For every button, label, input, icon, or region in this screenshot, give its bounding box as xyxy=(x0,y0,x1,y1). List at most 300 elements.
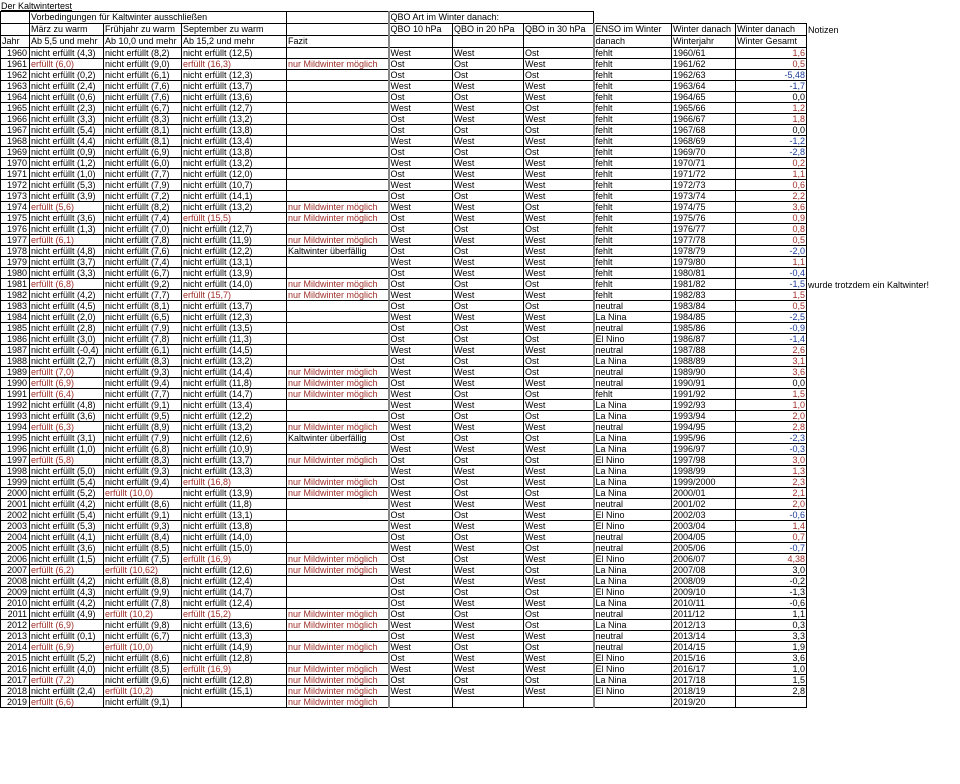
cell-maerz[interactable]: nicht erfüllt (1,0) xyxy=(30,169,104,180)
cell-qbo30[interactable]: Ost xyxy=(524,224,594,235)
cell-enso[interactable]: fehlt xyxy=(594,389,672,400)
cell-winter-gesamt[interactable]: 3,1 xyxy=(736,356,807,367)
cell-winter-gesamt[interactable]: 1,5 xyxy=(736,290,807,301)
cell-enso[interactable]: fehlt xyxy=(594,224,672,235)
cell-notiz[interactable] xyxy=(807,257,957,268)
cell-qbo10[interactable]: West xyxy=(389,664,453,675)
cell-maerz[interactable]: erfüllt (5,8) xyxy=(30,455,104,466)
cell-fruehjahr[interactable]: nicht erfüllt (9,1) xyxy=(104,400,182,411)
cell-qbo30[interactable]: West xyxy=(524,378,594,389)
cell-qbo10[interactable]: Ost xyxy=(389,477,453,488)
cell-fruehjahr[interactable]: nicht erfüllt (9,1) xyxy=(104,510,182,521)
cell-qbo30[interactable]: Ost xyxy=(524,455,594,466)
cell-qbo10[interactable]: Ost xyxy=(389,631,453,642)
cell-maerz[interactable]: erfüllt (6,3) xyxy=(30,422,104,433)
cell-jahr[interactable]: 1984 xyxy=(1,312,30,323)
cell-qbo10[interactable]: Ost xyxy=(389,598,453,609)
cell-winter-gesamt[interactable]: 1,3 xyxy=(736,466,807,477)
cell-enso[interactable]: La Nina xyxy=(594,620,672,631)
cell-notiz[interactable] xyxy=(807,598,957,609)
cell-qbo30[interactable]: Ost xyxy=(524,642,594,653)
cell-september[interactable]: nicht erfüllt (12,0) xyxy=(182,169,287,180)
cell-fazit[interactable]: nur Mildwinter möglich xyxy=(287,697,389,708)
cell-qbo10[interactable]: West xyxy=(389,180,453,191)
cell-jahr[interactable]: 1963 xyxy=(1,81,30,92)
cell-notiz[interactable] xyxy=(807,345,957,356)
cell-maerz[interactable]: nicht erfüllt (4,3) xyxy=(30,587,104,598)
cell-fazit[interactable] xyxy=(287,224,389,235)
cell-qbo10[interactable]: West xyxy=(389,499,453,510)
cell-maerz[interactable]: nicht erfüllt (2,4) xyxy=(30,81,104,92)
cell-winter-gesamt[interactable]: 3,0 xyxy=(736,455,807,466)
cell-qbo20[interactable]: West xyxy=(453,400,524,411)
cell-enso[interactable]: El Nino xyxy=(594,664,672,675)
cell-fazit[interactable] xyxy=(287,301,389,312)
cell-september[interactable]: nicht erfüllt (14,7) xyxy=(182,389,287,400)
cell-fazit[interactable] xyxy=(287,444,389,455)
cell-qbo30[interactable]: West xyxy=(524,92,594,103)
cell-maerz[interactable]: erfüllt (6,9) xyxy=(30,378,104,389)
cell-fazit[interactable] xyxy=(287,180,389,191)
cell-september[interactable]: erfüllt (16,3) xyxy=(182,59,287,70)
cell-winter-gesamt[interactable]: 1,0 xyxy=(736,664,807,675)
cell-fazit[interactable] xyxy=(287,323,389,334)
cell-winter-gesamt[interactable]: -0,2 xyxy=(736,576,807,587)
cell-winter-gesamt[interactable]: 1,4 xyxy=(736,521,807,532)
cell-qbo10[interactable]: West xyxy=(389,136,453,147)
cell-winterjahr[interactable]: 2012/13 xyxy=(672,620,736,631)
cell-fazit[interactable] xyxy=(287,158,389,169)
cell-maerz[interactable]: nicht erfüllt (3,1) xyxy=(30,433,104,444)
cell-winterjahr[interactable]: 1981/82 xyxy=(672,279,736,290)
cell-maerz[interactable]: nicht erfüllt (2,3) xyxy=(30,103,104,114)
cell-winterjahr[interactable]: 2017/18 xyxy=(672,675,736,686)
cell-maerz[interactable]: nicht erfüllt (2,8) xyxy=(30,323,104,334)
cell-maerz[interactable]: nicht erfüllt (5,2) xyxy=(30,653,104,664)
cell-maerz[interactable]: erfüllt (7,0) xyxy=(30,367,104,378)
cell-qbo20[interactable]: West xyxy=(453,444,524,455)
cell-qbo30[interactable]: West xyxy=(524,653,594,664)
cell-winter-gesamt[interactable]: -5,48 xyxy=(736,70,807,81)
cell-notiz[interactable]: wurde trotzdem ein Kaltwinter! xyxy=(808,279,930,290)
cell-notiz[interactable] xyxy=(807,202,957,213)
cell-september[interactable]: erfüllt (15,5) xyxy=(182,213,287,224)
cell-september[interactable]: nicht erfüllt (13,2) xyxy=(182,422,287,433)
cell-fruehjahr[interactable]: nicht erfüllt (8,4) xyxy=(104,532,182,543)
cell-notiz[interactable] xyxy=(807,147,957,158)
cell-qbo10[interactable]: West xyxy=(389,312,453,323)
cell-september[interactable]: nicht erfüllt (15,1) xyxy=(182,686,287,697)
cell-fazit[interactable] xyxy=(287,268,389,279)
cell-notiz[interactable] xyxy=(807,477,957,488)
cell-fruehjahr[interactable]: nicht erfüllt (8,5) xyxy=(104,543,182,554)
cell-winterjahr[interactable]: 2006/07 xyxy=(672,554,736,565)
cell-qbo30[interactable]: West xyxy=(524,191,594,202)
cell-jahr[interactable]: 2013 xyxy=(1,631,30,642)
cell-fazit[interactable] xyxy=(287,356,389,367)
cell-winter-gesamt[interactable]: 0,9 xyxy=(736,213,807,224)
cell-maerz[interactable]: nicht erfüllt (4,9) xyxy=(30,609,104,620)
cell-jahr[interactable]: 2004 xyxy=(1,532,30,543)
cell-winterjahr[interactable]: 1992/93 xyxy=(672,400,736,411)
cell-september[interactable]: nicht erfüllt (13,8) xyxy=(182,125,287,136)
cell-winterjahr[interactable]: 1988/89 xyxy=(672,356,736,367)
cell-fruehjahr[interactable]: nicht erfüllt (7,8) xyxy=(104,598,182,609)
cell-notiz[interactable] xyxy=(807,367,957,378)
cell-fazit[interactable] xyxy=(287,653,389,664)
cell-notiz[interactable] xyxy=(807,653,957,664)
cell-qbo20[interactable]: West xyxy=(453,686,524,697)
cell-jahr[interactable]: 1974 xyxy=(1,202,30,213)
cell-jahr[interactable]: 1997 xyxy=(1,455,30,466)
cell-fruehjahr[interactable]: nicht erfüllt (7,7) xyxy=(104,389,182,400)
cell-winter-gesamt[interactable]: 3,6 xyxy=(736,202,807,213)
cell-september[interactable]: nicht erfüllt (13,7) xyxy=(182,455,287,466)
cell-winterjahr[interactable]: 1972/73 xyxy=(672,180,736,191)
cell-winter-gesamt[interactable]: 1,5 xyxy=(736,675,807,686)
cell-maerz[interactable]: nicht erfüllt (3,6) xyxy=(30,411,104,422)
cell-september[interactable]: nicht erfüllt (13,9) xyxy=(182,488,287,499)
cell-winter-gesamt[interactable]: -0,9 xyxy=(736,323,807,334)
cell-notiz[interactable] xyxy=(807,378,957,389)
cell-notiz[interactable] xyxy=(807,631,957,642)
cell-notiz[interactable] xyxy=(807,565,957,576)
cell-winter-gesamt[interactable]: 2,2 xyxy=(736,191,807,202)
cell-qbo30[interactable]: West xyxy=(524,554,594,565)
cell-september[interactable] xyxy=(182,697,287,708)
cell-qbo30[interactable]: Ost xyxy=(524,411,594,422)
cell-maerz[interactable]: nicht erfüllt (2,4) xyxy=(30,686,104,697)
cell-winter-gesamt[interactable]: 0,8 xyxy=(736,224,807,235)
cell-enso[interactable]: fehlt xyxy=(594,125,672,136)
cell-notiz[interactable] xyxy=(807,48,957,59)
cell-qbo10[interactable]: Ost xyxy=(389,191,453,202)
cell-jahr[interactable]: 1991 xyxy=(1,389,30,400)
cell-qbo10[interactable]: West xyxy=(389,686,453,697)
cell-winter-gesamt[interactable]: -2,0 xyxy=(736,246,807,257)
cell-notiz[interactable] xyxy=(807,323,957,334)
cell-qbo10[interactable]: Ost xyxy=(389,246,453,257)
cell-maerz[interactable]: erfüllt (6,9) xyxy=(30,620,104,631)
cell-enso[interactable]: La Nina xyxy=(594,477,672,488)
cell-qbo10[interactable]: West xyxy=(389,543,453,554)
cell-enso[interactable]: fehlt xyxy=(594,246,672,257)
cell-winter-gesamt[interactable]: -0,6 xyxy=(736,598,807,609)
cell-maerz[interactable]: erfüllt (6,1) xyxy=(30,235,104,246)
cell-winter-gesamt[interactable]: 0,2 xyxy=(736,158,807,169)
cell-winter-gesamt[interactable]: -0,3 xyxy=(736,444,807,455)
cell-jahr[interactable]: 2011 xyxy=(1,609,30,620)
cell-winterjahr[interactable]: 2013/14 xyxy=(672,631,736,642)
cell-winter-gesamt[interactable]: 4,38 xyxy=(736,554,807,565)
cell-fruehjahr[interactable]: nicht erfüllt (7,9) xyxy=(104,433,182,444)
cell-qbo10[interactable]: Ost xyxy=(389,378,453,389)
cell-jahr[interactable]: 1990 xyxy=(1,378,30,389)
cell-maerz[interactable]: nicht erfüllt (4,1) xyxy=(30,532,104,543)
cell-qbo30[interactable]: Ost xyxy=(524,103,594,114)
cell-enso[interactable]: La Nina xyxy=(594,356,672,367)
cell-winter-gesamt[interactable]: 2,1 xyxy=(736,488,807,499)
cell-winterjahr[interactable]: 2000/01 xyxy=(672,488,736,499)
cell-qbo20[interactable]: West xyxy=(453,257,524,268)
cell-jahr[interactable]: 2017 xyxy=(1,675,30,686)
cell-notiz[interactable] xyxy=(807,136,957,147)
cell-jahr[interactable]: 1977 xyxy=(1,235,30,246)
cell-enso[interactable]: La Nina xyxy=(594,433,672,444)
cell-fruehjahr[interactable]: nicht erfüllt (8,1) xyxy=(104,136,182,147)
cell-qbo30[interactable]: Ost xyxy=(524,565,594,576)
cell-enso[interactable]: neutral xyxy=(594,543,672,554)
cell-qbo30[interactable]: West xyxy=(524,444,594,455)
cell-fazit[interactable]: nur Mildwinter möglich xyxy=(287,686,389,697)
cell-fruehjahr[interactable]: nicht erfüllt (6,8) xyxy=(104,444,182,455)
cell-maerz[interactable]: nicht erfüllt (1,2) xyxy=(30,158,104,169)
cell-qbo20[interactable]: Ost xyxy=(453,532,524,543)
cell-qbo10[interactable]: Ost xyxy=(389,323,453,334)
cell-qbo20[interactable]: West xyxy=(453,521,524,532)
cell-fruehjahr[interactable]: nicht erfüllt (7,6) xyxy=(104,92,182,103)
cell-qbo20[interactable]: Ost xyxy=(453,477,524,488)
cell-september[interactable]: nicht erfüllt (11,3) xyxy=(182,334,287,345)
cell-maerz[interactable]: nicht erfüllt (5,4) xyxy=(30,477,104,488)
cell-fazit[interactable] xyxy=(287,587,389,598)
cell-fruehjahr[interactable]: nicht erfüllt (9,3) xyxy=(104,367,182,378)
cell-fazit[interactable]: nur Mildwinter möglich xyxy=(287,664,389,675)
cell-enso[interactable]: fehlt xyxy=(594,48,672,59)
cell-notiz[interactable] xyxy=(807,224,957,235)
cell-qbo10[interactable]: West xyxy=(389,48,453,59)
cell-qbo10[interactable]: West xyxy=(389,235,453,246)
cell-september[interactable]: erfüllt (15,2) xyxy=(182,609,287,620)
cell-maerz[interactable]: nicht erfüllt (-0,4) xyxy=(30,345,104,356)
cell-qbo20[interactable]: West xyxy=(453,345,524,356)
cell-fruehjahr[interactable]: erfüllt (10,62) xyxy=(104,565,182,576)
cell-fruehjahr[interactable]: nicht erfüllt (6,5) xyxy=(104,312,182,323)
cell-maerz[interactable]: erfüllt (7,2) xyxy=(30,675,104,686)
cell-winter-gesamt[interactable]: -1,5 xyxy=(736,279,807,290)
cell-jahr[interactable]: 1985 xyxy=(1,323,30,334)
cell-qbo10[interactable]: West xyxy=(389,367,453,378)
cell-qbo20[interactable]: West xyxy=(453,367,524,378)
cell-winterjahr[interactable]: 1985/86 xyxy=(672,323,736,334)
cell-maerz[interactable]: erfüllt (6,0) xyxy=(30,59,104,70)
cell-qbo10[interactable]: Ost xyxy=(389,356,453,367)
cell-fazit[interactable]: nur Mildwinter möglich xyxy=(287,477,389,488)
cell-jahr[interactable]: 2006 xyxy=(1,554,30,565)
cell-winterjahr[interactable]: 2004/05 xyxy=(672,532,736,543)
cell-enso[interactable]: fehlt xyxy=(594,180,672,191)
cell-qbo10[interactable]: Ost xyxy=(389,455,453,466)
cell-fazit[interactable]: nur Mildwinter möglich xyxy=(287,213,389,224)
cell-winterjahr[interactable]: 1963/64 xyxy=(672,81,736,92)
cell-qbo10[interactable] xyxy=(389,697,453,708)
cell-qbo20[interactable]: West xyxy=(453,576,524,587)
cell-fazit[interactable]: nur Mildwinter möglich xyxy=(287,455,389,466)
cell-qbo30[interactable]: West xyxy=(524,59,594,70)
cell-enso[interactable]: neutral xyxy=(594,378,672,389)
cell-qbo30[interactable]: Ost xyxy=(524,301,594,312)
cell-september[interactable]: nicht erfüllt (13,4) xyxy=(182,136,287,147)
cell-winter-gesamt[interactable]: 3,6 xyxy=(736,367,807,378)
cell-september[interactable]: nicht erfüllt (13,4) xyxy=(182,400,287,411)
cell-qbo20[interactable]: West xyxy=(453,290,524,301)
cell-september[interactable]: nicht erfüllt (13,2) xyxy=(182,114,287,125)
cell-winterjahr[interactable]: 2014/15 xyxy=(672,642,736,653)
cell-qbo30[interactable]: West xyxy=(524,400,594,411)
cell-qbo20[interactable]: Ost xyxy=(453,70,524,81)
cell-jahr[interactable]: 1992 xyxy=(1,400,30,411)
cell-enso[interactable]: El Nino xyxy=(594,334,672,345)
cell-qbo30[interactable]: West xyxy=(524,521,594,532)
cell-winter-gesamt[interactable]: 1,9 xyxy=(736,642,807,653)
cell-qbo20[interactable]: West xyxy=(453,543,524,554)
cell-qbo20[interactable]: Ost xyxy=(453,59,524,70)
cell-jahr[interactable]: 1962 xyxy=(1,70,30,81)
cell-qbo10[interactable]: Ost xyxy=(389,532,453,543)
cell-qbo20[interactable]: West xyxy=(453,202,524,213)
cell-qbo10[interactable]: Ost xyxy=(389,675,453,686)
cell-notiz[interactable] xyxy=(807,389,957,400)
cell-jahr[interactable]: 2014 xyxy=(1,642,30,653)
cell-fruehjahr[interactable]: nicht erfüllt (8,2) xyxy=(104,202,182,213)
cell-enso[interactable]: fehlt xyxy=(594,92,672,103)
cell-qbo20[interactable]: West xyxy=(453,312,524,323)
cell-enso[interactable]: fehlt xyxy=(594,169,672,180)
cell-winterjahr[interactable]: 1976/77 xyxy=(672,224,736,235)
cell-fruehjahr[interactable]: nicht erfüllt (7,2) xyxy=(104,191,182,202)
cell-winterjahr[interactable]: 1962/63 xyxy=(672,70,736,81)
cell-fruehjahr[interactable]: nicht erfüllt (8,3) xyxy=(104,114,182,125)
cell-maerz[interactable]: nicht erfüllt (4,2) xyxy=(30,598,104,609)
cell-fruehjahr[interactable]: nicht erfüllt (7,5) xyxy=(104,554,182,565)
cell-fruehjahr[interactable]: nicht erfüllt (9,3) xyxy=(104,466,182,477)
cell-fruehjahr[interactable]: nicht erfüllt (8,2) xyxy=(104,48,182,59)
cell-maerz[interactable]: nicht erfüllt (5,3) xyxy=(30,180,104,191)
cell-notiz[interactable] xyxy=(807,59,957,70)
cell-winterjahr[interactable]: 1979/80 xyxy=(672,257,736,268)
cell-qbo20[interactable]: West xyxy=(453,136,524,147)
cell-notiz[interactable] xyxy=(807,246,957,257)
cell-qbo10[interactable]: Ost xyxy=(389,411,453,422)
cell-notiz[interactable] xyxy=(807,268,957,279)
cell-qbo10[interactable]: West xyxy=(389,521,453,532)
cell-september[interactable]: nicht erfüllt (12,7) xyxy=(182,224,287,235)
cell-fazit[interactable]: nur Mildwinter möglich xyxy=(287,554,389,565)
cell-winterjahr[interactable]: 1965/66 xyxy=(672,103,736,114)
cell-winter-gesamt[interactable]: 0,5 xyxy=(736,301,807,312)
cell-jahr[interactable]: 1995 xyxy=(1,433,30,444)
cell-fazit[interactable] xyxy=(287,48,389,59)
cell-qbo10[interactable]: West xyxy=(389,444,453,455)
cell-maerz[interactable]: nicht erfüllt (3,6) xyxy=(30,543,104,554)
cell-maerz[interactable]: nicht erfüllt (0,1) xyxy=(30,631,104,642)
cell-qbo10[interactable]: West xyxy=(389,257,453,268)
cell-qbo10[interactable]: West xyxy=(389,345,453,356)
cell-notiz[interactable] xyxy=(807,81,957,92)
cell-fruehjahr[interactable]: nicht erfüllt (6,0) xyxy=(104,158,182,169)
cell-fazit[interactable]: Kaltwinter überfällig xyxy=(287,246,389,257)
cell-september[interactable]: nicht erfüllt (14,4) xyxy=(182,367,287,378)
cell-fazit[interactable] xyxy=(287,114,389,125)
cell-fazit[interactable] xyxy=(287,257,389,268)
cell-qbo20[interactable]: West xyxy=(453,422,524,433)
cell-jahr[interactable]: 1988 xyxy=(1,356,30,367)
cell-winter-gesamt[interactable] xyxy=(736,697,807,708)
cell-maerz[interactable]: nicht erfüllt (5,4) xyxy=(30,510,104,521)
cell-winterjahr[interactable]: 1980/81 xyxy=(672,268,736,279)
cell-maerz[interactable]: erfüllt (6,4) xyxy=(30,389,104,400)
cell-fruehjahr[interactable]: nicht erfüllt (9,4) xyxy=(104,477,182,488)
cell-winter-gesamt[interactable]: 2,0 xyxy=(736,499,807,510)
cell-september[interactable]: nicht erfüllt (13,8) xyxy=(182,147,287,158)
cell-winter-gesamt[interactable]: -0,4 xyxy=(736,268,807,279)
cell-enso[interactable]: La Nina xyxy=(594,598,672,609)
cell-winter-gesamt[interactable]: 0,0 xyxy=(736,92,807,103)
cell-qbo30[interactable]: Ost xyxy=(524,543,594,554)
cell-winterjahr[interactable]: 2009/10 xyxy=(672,587,736,598)
cell-enso[interactable]: El Nino xyxy=(594,554,672,565)
cell-enso[interactable]: fehlt xyxy=(594,81,672,92)
cell-qbo30[interactable]: Ost xyxy=(524,202,594,213)
cell-qbo30[interactable]: Ost xyxy=(524,70,594,81)
cell-qbo20[interactable]: Ost xyxy=(453,92,524,103)
cell-winter-gesamt[interactable]: 2,3 xyxy=(736,477,807,488)
cell-jahr[interactable]: 1970 xyxy=(1,158,30,169)
cell-winterjahr[interactable]: 1974/75 xyxy=(672,202,736,213)
cell-enso[interactable]: neutral xyxy=(594,422,672,433)
cell-fazit[interactable]: nur Mildwinter möglich xyxy=(287,565,389,576)
cell-fruehjahr[interactable]: nicht erfüllt (9,6) xyxy=(104,675,182,686)
cell-qbo30[interactable]: West xyxy=(524,466,594,477)
cell-september[interactable]: nicht erfüllt (15,0) xyxy=(182,543,287,554)
cell-winterjahr[interactable]: 1990/91 xyxy=(672,378,736,389)
cell-fazit[interactable] xyxy=(287,92,389,103)
cell-qbo10[interactable]: West xyxy=(389,642,453,653)
cell-notiz[interactable] xyxy=(807,433,957,444)
cell-jahr[interactable]: 2019 xyxy=(1,697,30,708)
cell-enso[interactable]: El Nino xyxy=(594,510,672,521)
cell-fazit[interactable] xyxy=(287,521,389,532)
cell-qbo30[interactable]: West xyxy=(524,235,594,246)
cell-enso[interactable]: La Nina xyxy=(594,565,672,576)
cell-notiz[interactable] xyxy=(807,235,957,246)
cell-qbo10[interactable]: West xyxy=(389,620,453,631)
cell-fruehjahr[interactable]: nicht erfüllt (8,9) xyxy=(104,422,182,433)
cell-qbo10[interactable]: West xyxy=(389,466,453,477)
cell-maerz[interactable]: nicht erfüllt (4,2) xyxy=(30,576,104,587)
cell-maerz[interactable]: nicht erfüllt (4,8) xyxy=(30,246,104,257)
cell-qbo20[interactable]: Ost xyxy=(453,279,524,290)
cell-fazit[interactable]: Kaltwinter überfällig xyxy=(287,433,389,444)
cell-jahr[interactable]: 1961 xyxy=(1,59,30,70)
cell-qbo30[interactable]: Ost xyxy=(524,279,594,290)
cell-fruehjahr[interactable]: nicht erfüllt (6,7) xyxy=(104,631,182,642)
cell-qbo30[interactable]: West xyxy=(524,532,594,543)
cell-qbo20[interactable]: West xyxy=(453,565,524,576)
cell-notiz[interactable] xyxy=(807,70,957,81)
cell-notiz[interactable] xyxy=(807,444,957,455)
cell-winter-gesamt[interactable]: 0,6 xyxy=(736,180,807,191)
cell-fazit[interactable] xyxy=(287,312,389,323)
cell-qbo20[interactable]: West xyxy=(453,653,524,664)
cell-september[interactable]: erfüllt (16,9) xyxy=(182,664,287,675)
cell-winter-gesamt[interactable]: 1,1 xyxy=(736,169,807,180)
cell-jahr[interactable]: 1966 xyxy=(1,114,30,125)
cell-fruehjahr[interactable]: nicht erfüllt (7,9) xyxy=(104,180,182,191)
cell-qbo20[interactable]: Ost xyxy=(453,587,524,598)
cell-winterjahr[interactable]: 1999/2000 xyxy=(672,477,736,488)
cell-qbo20[interactable]: Ost xyxy=(453,125,524,136)
